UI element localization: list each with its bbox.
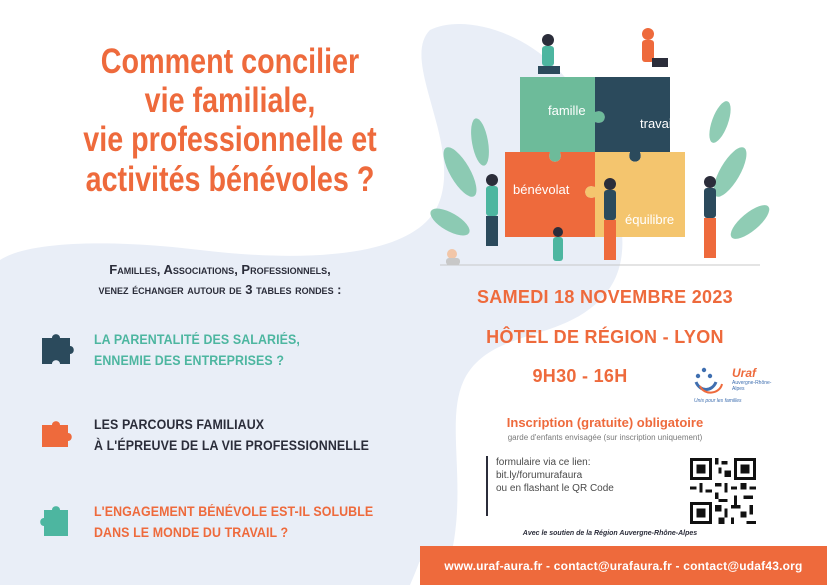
label-equilibre: équilibre <box>625 212 675 227</box>
topic-2-line-1: LES PARCOURS FAMILIAUX <box>94 417 265 432</box>
title-line-2: vie familiale, <box>144 81 316 121</box>
title-line-1: Comment concilier <box>100 42 360 81</box>
topic-1-line-2: ENNEMIE DES ENTREPRISES ? <box>94 352 285 368</box>
childcare-note: garde d'enfants envisagée (sur inscription uniquement) <box>507 433 703 442</box>
registration-form-info <box>486 456 672 516</box>
title-line-3: vie professionnelle et <box>83 120 377 160</box>
footer-contact-bar[interactable]: www.uraf-aura.fr - contact@urafaura.fr - contact@udaf43.org <box>420 546 827 585</box>
form-link[interactable]: bit.ly/forumurafaura <box>496 470 583 481</box>
topic-3-line-1: L'ENGAGEMENT BÉNÉVOLE EST-IL SOLUBLE <box>94 504 374 519</box>
topic-parentalite <box>40 330 318 372</box>
title-line-4: activités bénévoles ? <box>85 159 375 199</box>
label-famille: famille <box>548 103 586 118</box>
event-date: SAMEDI 18 NOVEMBRE 2023 <box>477 287 733 307</box>
puzzle-famille <box>520 77 605 162</box>
intro-line-1: Familles, Associations, Professionnels, <box>109 262 331 277</box>
topic-2-line-2: À L'ÉPREUVE DE LA VIE PROFESSIONNELLE <box>94 437 370 453</box>
intro-text <box>20 260 420 300</box>
topic-1-line-1: LA PARENTALITÉ DES SALARIÉS, <box>94 332 300 347</box>
event-hours: 9H30 - 16H <box>532 366 628 386</box>
topic-engagement-benevole <box>40 502 398 544</box>
puzzle-piece-icon <box>40 504 74 538</box>
intro-line-2: venez échanger autour de 3 tables rondes : <box>98 282 342 298</box>
form-line-1: formulaire via ce lien: <box>496 457 591 468</box>
event-venue: HÔTEL DE RÉGION - LYON <box>486 327 724 347</box>
support-note: Avec le soutien de la Région Auvergne-Rhône-Alpes <box>522 530 698 537</box>
logo-name: Uraf <box>732 366 757 380</box>
label-travail: travail <box>640 116 675 131</box>
puzzle-illustration <box>430 22 770 272</box>
label-benevolat: bénévolat <box>513 182 570 197</box>
logo-tagline: Unis pour les familles <box>694 398 742 404</box>
logo-subtitle: Auvergne-Rhône-Alpes <box>732 380 772 392</box>
page-title <box>66 42 394 199</box>
topic-3-line-2: DANS LE MONDE DU TRAVAIL ? <box>94 524 289 540</box>
puzzle-piece-icon <box>40 417 74 451</box>
registration-title: Inscription (gratuite) obligatoire <box>506 415 704 430</box>
qr-code-icon[interactable] <box>690 458 756 524</box>
puzzle-piece-icon <box>40 332 74 366</box>
topic-parcours-familiaux <box>40 415 393 457</box>
form-line-3: ou en flashant le QR Code <box>496 483 614 494</box>
